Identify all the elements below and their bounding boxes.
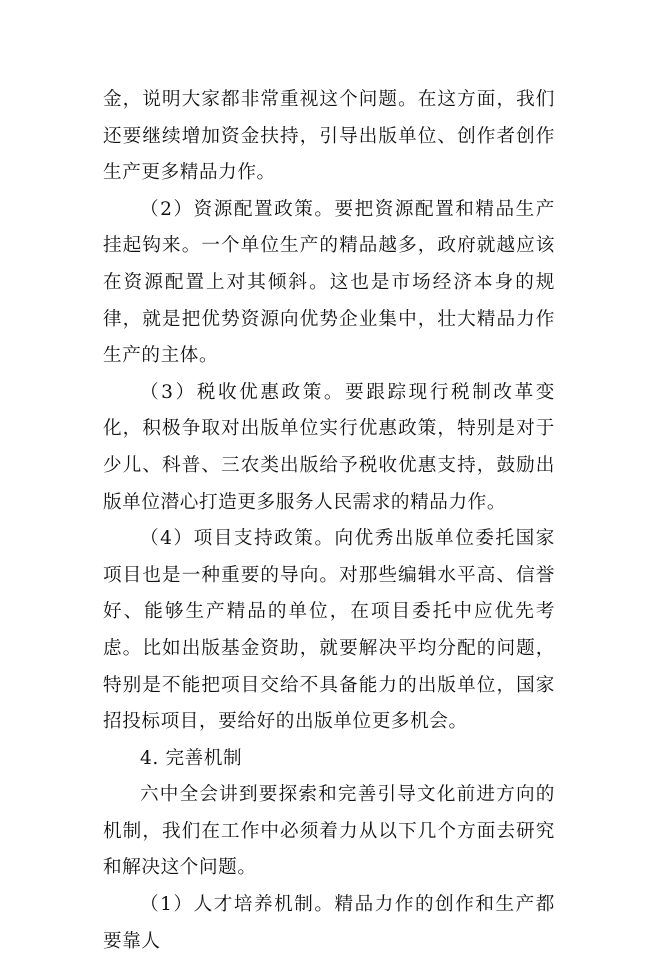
paragraph-talent-cultivation: （1）人才培养机制。精品力作的创作和生产都要靠人 xyxy=(103,894,555,952)
paragraph-mechanism-intro: 六中全会讲到要探索和完善引导文化前进方向的机制，我们在工作中必须着力从以下几个方面去研究和解决这个问题。 xyxy=(103,784,555,879)
paragraph-tax-incentive-policy: （3）税收优惠政策。要跟踪现行税制改革变化，积极争取对出版单位实行优惠政策，特别是对于少儿、科普、三农类出版给予税收优惠支持，鼓励出版单位潜心打造更多服务人民需求的精品力作。 xyxy=(103,381,555,513)
paragraph-funding-continued: 金，说明大家都非常重视这个问题。在这方面，我们还要继续增加资金扶持，引导出版单位、创作者创作生产更多精品力作。 xyxy=(103,89,555,184)
section-heading-improve-mechanism: 4. 完善机制 xyxy=(140,747,243,769)
paragraph-project-support-policy: （4）项目支持政策。向优秀出版单位委托国家项目也是一种重要的导向。对那些编辑水平高、信誉好、能够生产精品的单位，在项目委托中应优先考虑。比如出版基金资助，就要解决平均分配的问题，特别是不能把项目交给不具备能力的出版单位，国家招投标项目，要给好的出版单位更多机会。 xyxy=(103,528,555,733)
document-body xyxy=(103,82,555,960)
paragraph-resource-allocation-policy: （2）资源配置政策。要把资源配置和精品生产挂起钩来。一个单位生产的精品越多，政府就越应该在资源配置上对其倾斜。这也是市场经济本身的规律，就是把优势资源向优势企业集中，壮大精品力作生产的主体。 xyxy=(103,198,555,367)
